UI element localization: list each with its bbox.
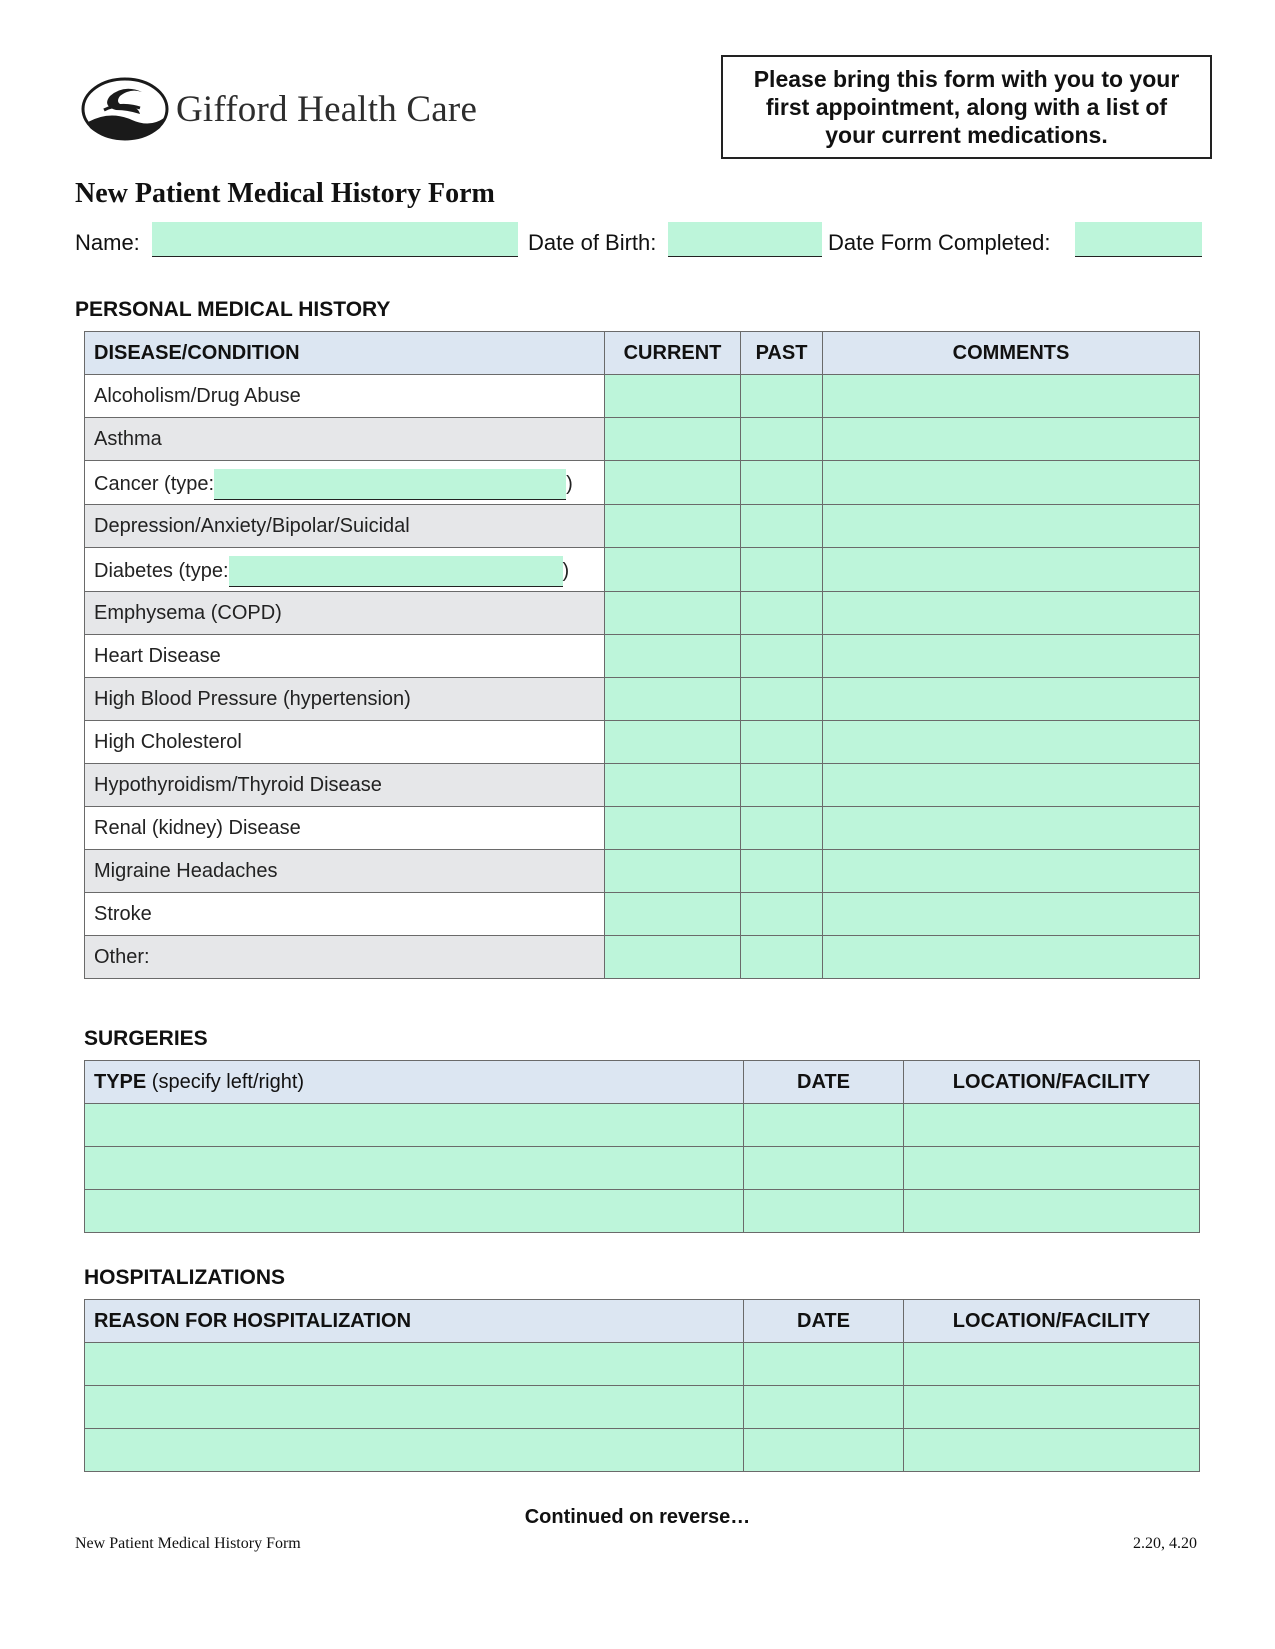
col-location: LOCATION/FACILITY bbox=[904, 1300, 1200, 1343]
hospitalization-date-field[interactable] bbox=[744, 1386, 904, 1429]
current-field[interactable] bbox=[605, 721, 741, 764]
dob-label: Date of Birth: bbox=[528, 230, 657, 255]
past-field[interactable] bbox=[741, 764, 823, 807]
col-type bbox=[85, 1061, 744, 1104]
past-field[interactable] bbox=[741, 893, 823, 936]
past-field[interactable] bbox=[741, 635, 823, 678]
diabetes-label: Diabetes (type: bbox=[94, 560, 229, 582]
table-header-row bbox=[85, 332, 1200, 375]
surgery-type-field[interactable] bbox=[85, 1147, 744, 1190]
condition-label: Depression/Anxiety/Bipolar/Suicidal bbox=[85, 505, 605, 548]
condition-row bbox=[85, 548, 1200, 592]
past-field[interactable] bbox=[741, 592, 823, 635]
comments-field[interactable] bbox=[823, 893, 1200, 936]
table-header-row bbox=[85, 1300, 1200, 1343]
hospitalization-location-field[interactable] bbox=[904, 1343, 1200, 1386]
current-field[interactable] bbox=[605, 764, 741, 807]
condition-label: Asthma bbox=[85, 418, 605, 461]
hospitalizations-table bbox=[84, 1299, 1200, 1472]
condition-label: Stroke bbox=[85, 893, 605, 936]
current-field[interactable] bbox=[605, 505, 741, 548]
past-field[interactable] bbox=[741, 807, 823, 850]
comments-field[interactable] bbox=[823, 721, 1200, 764]
past-field[interactable] bbox=[741, 678, 823, 721]
comments-field[interactable] bbox=[823, 635, 1200, 678]
comments-field[interactable] bbox=[823, 461, 1200, 505]
condition-row bbox=[85, 850, 1200, 893]
past-field[interactable] bbox=[741, 721, 823, 764]
col-date: DATE bbox=[744, 1300, 904, 1343]
diabetes-type-field[interactable] bbox=[229, 556, 563, 587]
comments-field[interactable] bbox=[823, 807, 1200, 850]
condition-row bbox=[85, 461, 1200, 505]
hospitalization-row bbox=[85, 1343, 1200, 1386]
condition-row bbox=[85, 893, 1200, 936]
comments-field[interactable] bbox=[823, 548, 1200, 592]
condition-row bbox=[85, 635, 1200, 678]
surgeries-title: SURGERIES bbox=[84, 1027, 208, 1050]
condition-row bbox=[85, 375, 1200, 418]
surgery-type-field[interactable] bbox=[85, 1190, 744, 1233]
surgery-date-field[interactable] bbox=[744, 1104, 904, 1147]
col-comments: COMMENTS bbox=[823, 332, 1200, 375]
past-field[interactable] bbox=[741, 936, 823, 979]
continued-note: Continued on reverse… bbox=[524, 1506, 751, 1528]
col-current: CURRENT bbox=[605, 332, 741, 375]
condition-label: Emphysema (COPD) bbox=[85, 592, 605, 635]
surgery-date-field[interactable] bbox=[744, 1147, 904, 1190]
condition-label: Alcoholism/Drug Abuse bbox=[85, 375, 605, 418]
condition-row bbox=[85, 807, 1200, 850]
condition-row bbox=[85, 418, 1200, 461]
condition-label: Heart Disease bbox=[85, 635, 605, 678]
condition-label-diabetes bbox=[85, 548, 605, 592]
current-field[interactable] bbox=[605, 807, 741, 850]
condition-row bbox=[85, 505, 1200, 548]
cancer-type-field[interactable] bbox=[214, 469, 566, 500]
hospitalization-date-field[interactable] bbox=[744, 1429, 904, 1472]
surgery-location-field[interactable] bbox=[904, 1104, 1200, 1147]
col-type-rest: (specify left/right) bbox=[146, 1070, 305, 1093]
name-label: Name: bbox=[75, 230, 140, 255]
surgery-row bbox=[85, 1104, 1200, 1147]
condition-row bbox=[85, 721, 1200, 764]
gifford-logo-icon bbox=[80, 76, 170, 142]
current-field[interactable] bbox=[605, 461, 741, 505]
condition-row bbox=[85, 936, 1200, 979]
hospitalization-date-field[interactable] bbox=[744, 1343, 904, 1386]
current-field[interactable] bbox=[605, 635, 741, 678]
date-completed-label: Date Form Completed: bbox=[828, 230, 1051, 255]
table-header-row bbox=[85, 1061, 1200, 1104]
surgery-row bbox=[85, 1190, 1200, 1233]
hospitalizations-title: HOSPITALIZATIONS bbox=[84, 1266, 286, 1289]
col-reason: REASON FOR HOSPITALIZATION bbox=[85, 1300, 744, 1343]
comments-field[interactable] bbox=[823, 850, 1200, 893]
dob-field[interactable] bbox=[668, 222, 822, 257]
logo-text: Gifford Health Care bbox=[176, 88, 478, 130]
gifford-logo bbox=[80, 76, 520, 142]
condition-label: High Cholesterol bbox=[85, 721, 605, 764]
hospitalization-reason-field[interactable] bbox=[85, 1343, 744, 1386]
past-field[interactable] bbox=[741, 418, 823, 461]
col-location: LOCATION/FACILITY bbox=[904, 1061, 1200, 1104]
current-field[interactable] bbox=[605, 850, 741, 893]
comments-field[interactable] bbox=[823, 375, 1200, 418]
footer-form-name: New Patient Medical History Form bbox=[75, 1535, 301, 1552]
current-field[interactable] bbox=[605, 418, 741, 461]
cancer-label: Cancer (type: bbox=[94, 473, 215, 495]
footer-version: 2.20, 4.20 bbox=[1133, 1535, 1197, 1552]
comments-field[interactable] bbox=[823, 418, 1200, 461]
patient-info-row bbox=[75, 222, 1210, 258]
condition-label-cancer bbox=[85, 461, 605, 505]
current-field[interactable] bbox=[605, 592, 741, 635]
condition-label: Hypothyroidism/Thyroid Disease bbox=[85, 764, 605, 807]
condition-label: Other: bbox=[85, 936, 605, 979]
col-disease: DISEASE/CONDITION bbox=[85, 332, 605, 375]
surgery-row bbox=[85, 1147, 1200, 1190]
surgery-date-field[interactable] bbox=[744, 1190, 904, 1233]
notice-text: Please bring this form with you to your first appointment, along with a list of your current medications. bbox=[753, 66, 1180, 148]
condition-row bbox=[85, 764, 1200, 807]
hospitalization-reason-field[interactable] bbox=[85, 1386, 744, 1429]
col-past: PAST bbox=[741, 332, 823, 375]
surgery-type-field[interactable] bbox=[85, 1104, 744, 1147]
col-date: DATE bbox=[744, 1061, 904, 1104]
personal-history-table bbox=[84, 331, 1200, 979]
hospitalization-reason-field[interactable] bbox=[85, 1429, 744, 1472]
notice-box bbox=[721, 55, 1212, 159]
form-title: New Patient Medical History Form bbox=[75, 178, 495, 209]
current-field[interactable] bbox=[605, 678, 741, 721]
condition-label: Renal (kidney) Disease bbox=[85, 807, 605, 850]
comments-field[interactable] bbox=[823, 764, 1200, 807]
past-field[interactable] bbox=[741, 375, 823, 418]
personal-history-title: PERSONAL MEDICAL HISTORY bbox=[75, 298, 391, 321]
name-field[interactable] bbox=[152, 222, 518, 257]
past-field[interactable] bbox=[741, 850, 823, 893]
comments-field[interactable] bbox=[823, 936, 1200, 979]
hospitalization-location-field[interactable] bbox=[904, 1429, 1200, 1472]
condition-label: Migraine Headaches bbox=[85, 850, 605, 893]
comments-field[interactable] bbox=[823, 678, 1200, 721]
condition-label: High Blood Pressure (hypertension) bbox=[85, 678, 605, 721]
comments-field[interactable] bbox=[823, 505, 1200, 548]
comments-field[interactable] bbox=[823, 592, 1200, 635]
date-completed-field[interactable] bbox=[1075, 222, 1202, 257]
hospitalization-location-field[interactable] bbox=[904, 1386, 1200, 1429]
past-field[interactable] bbox=[741, 461, 823, 505]
condition-row bbox=[85, 592, 1200, 635]
surgery-location-field[interactable] bbox=[904, 1147, 1200, 1190]
surgery-location-field[interactable] bbox=[904, 1190, 1200, 1233]
col-type-bold: TYPE bbox=[94, 1070, 147, 1093]
surgeries-table bbox=[84, 1060, 1200, 1233]
current-field[interactable] bbox=[605, 375, 741, 418]
condition-row bbox=[85, 678, 1200, 721]
current-field[interactable] bbox=[605, 893, 741, 936]
past-field[interactable] bbox=[741, 505, 823, 548]
close-paren: ) bbox=[562, 560, 570, 582]
hospitalization-row bbox=[85, 1429, 1200, 1472]
close-paren: ) bbox=[566, 473, 573, 495]
past-field[interactable] bbox=[741, 548, 823, 592]
hospitalization-row bbox=[85, 1386, 1200, 1429]
current-field[interactable] bbox=[605, 936, 741, 979]
current-field[interactable] bbox=[605, 548, 741, 592]
